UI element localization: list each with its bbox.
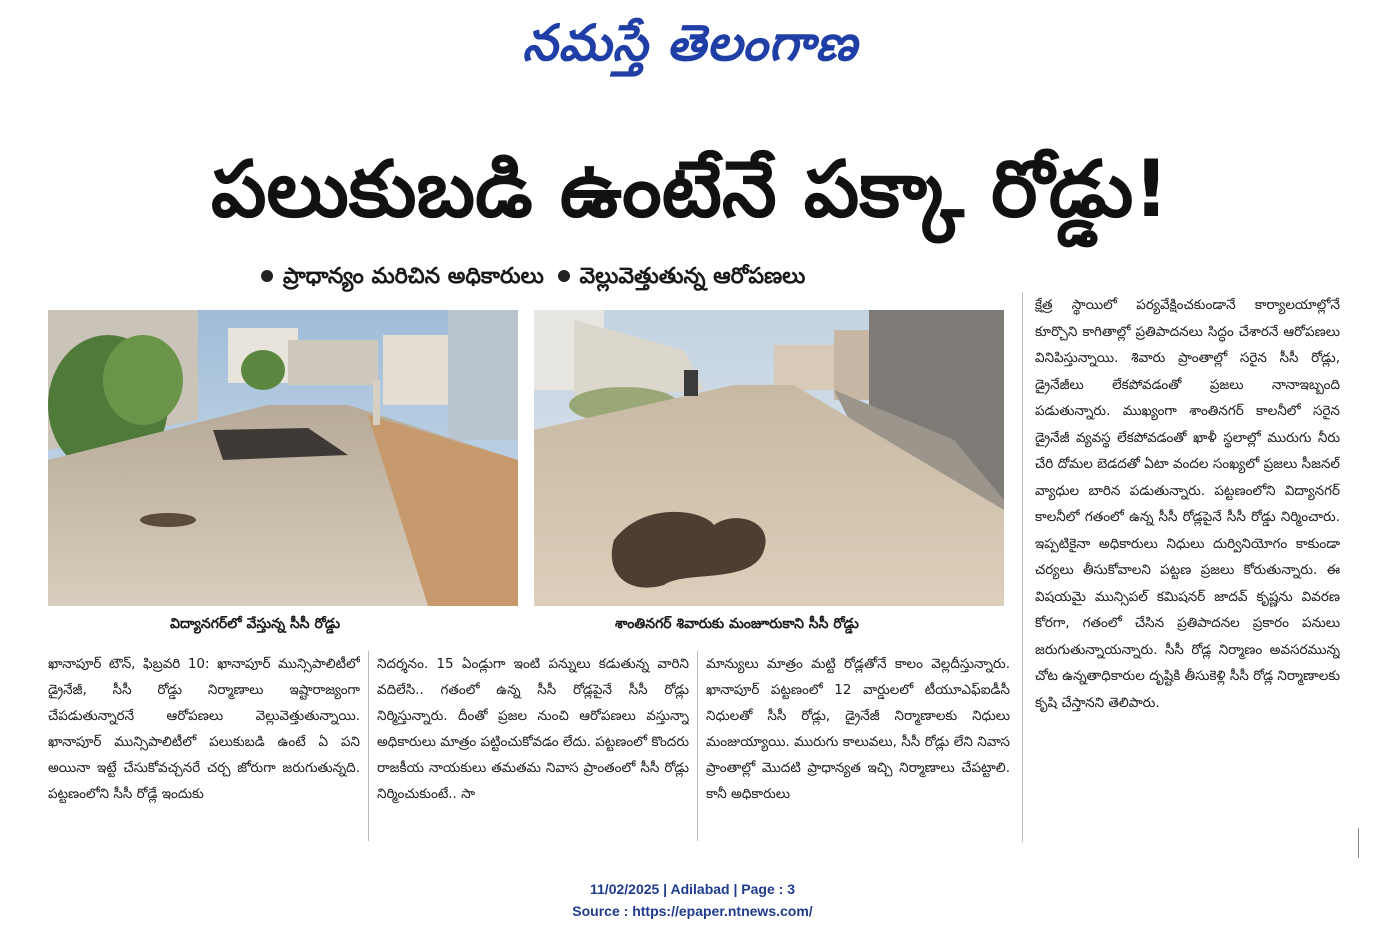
article-text-col4: క్షేత్ర స్థాయిలో పర్యవేక్షించకుండానే కార్యాలయాల్లోనే కూర్చొని కాగితాల్లో ప్రతిపాదనలు సిద్ధం చేశారనే ఆరోపణలు వినిపిస్తున్నాయి. శివారు ప్రాంతాల్లో సరైన సీసీ రోడ్లు, డ్రైనేజీలు లేకపోవడంతో ప్రజలు నానాఇబ్బంది పడుతున్నారు. ముఖ్యంగా శాంతినగర్ కాలనీలో సరైన డ్రైనేజీ వ్యవస్థ లేకపోవడంతో ఖాళీ స్థలాల్లో మురుగు నీరు చేరి దోమల బెడదతో ఏటా వందల సంఖ్యలో ప్రజలు సీజనల్ వ్యాధుల బారిన పడుతున్నారు. పట్టణంలోని విద్యానగర్ కాలనీలో గతంలో ఉన్న సీసీ రోడ్లపైనే సీసీ రోడ్డు నిర్మించారు. ఇప్పటికైనా అధికారులు నిధులు దుర్వినియోగం కాకుండా చర్యలు తీసుకోవాలని పట్టణ ప్రజలు కోరుతున్నారు. ఈ విషయమై మున్సిపల్ కమిషనర్ జాదవ్ కృష్ణను వివరణ కోరగా, గతంలో చేసిన ప్రతిపాదనల ప్రకారం పనులు జరుగుతున్నాయన్నారు. సీసీ రోడ్ల నిర్మాణం అవసరమున్న చోట ఉన్నతాధికారుల దృష్టికి తీసుకెళ్లి సీసీ రోడ్ల నిర్మాణాలకు కృషి చేస్తానని తెలిపారు. — [1035, 297, 1340, 711]
article-headline: పలుకుబడి ఉంటేనే పక్కా రోడ్డు! — [211, 145, 1169, 235]
column-divider — [697, 651, 698, 841]
photo-caption-2: శాంతినగర్ శివారుకు మంజూరుకాని సీసీ రోడ్డు — [615, 616, 859, 632]
source-footer — [0, 878, 1385, 922]
article-subheads — [255, 262, 975, 292]
road-photo-shantinagar — [534, 310, 1004, 606]
article-column-4 — [1035, 292, 1340, 852]
page-edge-mark — [1358, 828, 1359, 858]
photo-caption-1: విద్యానగర్‌లో వేస్తున్న సీసీ రోడ్డు — [170, 616, 341, 632]
newspaper-masthead: నమస్తే తెలంగాణ — [522, 13, 858, 72]
article-column-2 — [377, 651, 689, 846]
footer-date-edition: 11/02/2025 | Adilabad | Page : 3 — [590, 881, 795, 897]
column-divider — [1022, 292, 1023, 842]
article-text-col2: నిదర్శనం. 15 ఏండ్లుగా ఇంటి పన్నులు కడుతున్న వారిని వదిలేసి.. గతంలో ఉన్న సీసీ రోడ్లపైనే సీసీ రోడ్లు నిర్మిస్తున్నారు. దీంతో ప్రజల నుంచి ఆరోపణలు వస్తున్నా అధికారులు మాత్రం పట్టించుకోవడం లేదు. పట్టణంలో కొందరు రాజకీయ నాయకులు తమతమ నివాస ప్రాంతంలో సీసీ రోడ్లు నిర్మించుకుంటే.. సా — [377, 656, 689, 802]
article-text-col1: ఖానాపూర్ టౌన్, ఫిబ్రవరి 10: ఖానాపూర్ మున్సిపాలిటీలో డ్రైనేజీ, సీసీ రోడ్డు నిర్మాణాలు ఇష్టారాజ్యంగా చేపడుతున్నారనే ఆరోపణలు వెల్లువెత్తుతున్నాయి. ఖానాపూర్ మున్సిపాలిటీలో పలుకుబడి ఉంటే ఏ పని అయినా ఇట్టే చేసుకోవచ్చనరే చర్చ జోరుగా జరుగుతున్నది. పట్టణంలోని సీసీ రోడ్లే ఇందుకు — [48, 656, 360, 802]
subhead-2: వెల్లువెత్తుతున్న ఆరోపణలు — [579, 264, 806, 289]
article-text-col3: మాన్యులు మాత్రం మట్టి రోడ్లతోనే కాలం వెల్లదీస్తున్నారు. ఖానాపూర్ పట్టణంలో 12 వార్డులలో టీయూఎఫ్ఐడీసీ నిధులతో సీసీ రోడ్లు, డ్రైనేజీ నిర్మాణాలకు నిధులు మంజుయ్యాయి. మురుగు కాలువలు, సీసీ రోడ్లు లేని నివాస ప్రాంతాల్లో మొదటి ప్రాధాన్యత ఇచ్చి నిర్మాణాలు చేపట్టాలి. కానీ అధికారులు — [706, 656, 1010, 802]
subhead-1: ప్రాధాన్యం మరిచిన అధికారులు — [283, 264, 544, 289]
column-divider — [368, 651, 369, 841]
footer-source-link[interactable]: Source : https://epaper.ntnews.com/ — [572, 903, 813, 919]
road-photo-vidyanagar — [48, 310, 518, 606]
article-column-3 — [706, 651, 1010, 846]
article-column-1 — [48, 651, 360, 846]
bullet-icon — [261, 270, 273, 282]
bullet-icon — [558, 270, 570, 282]
